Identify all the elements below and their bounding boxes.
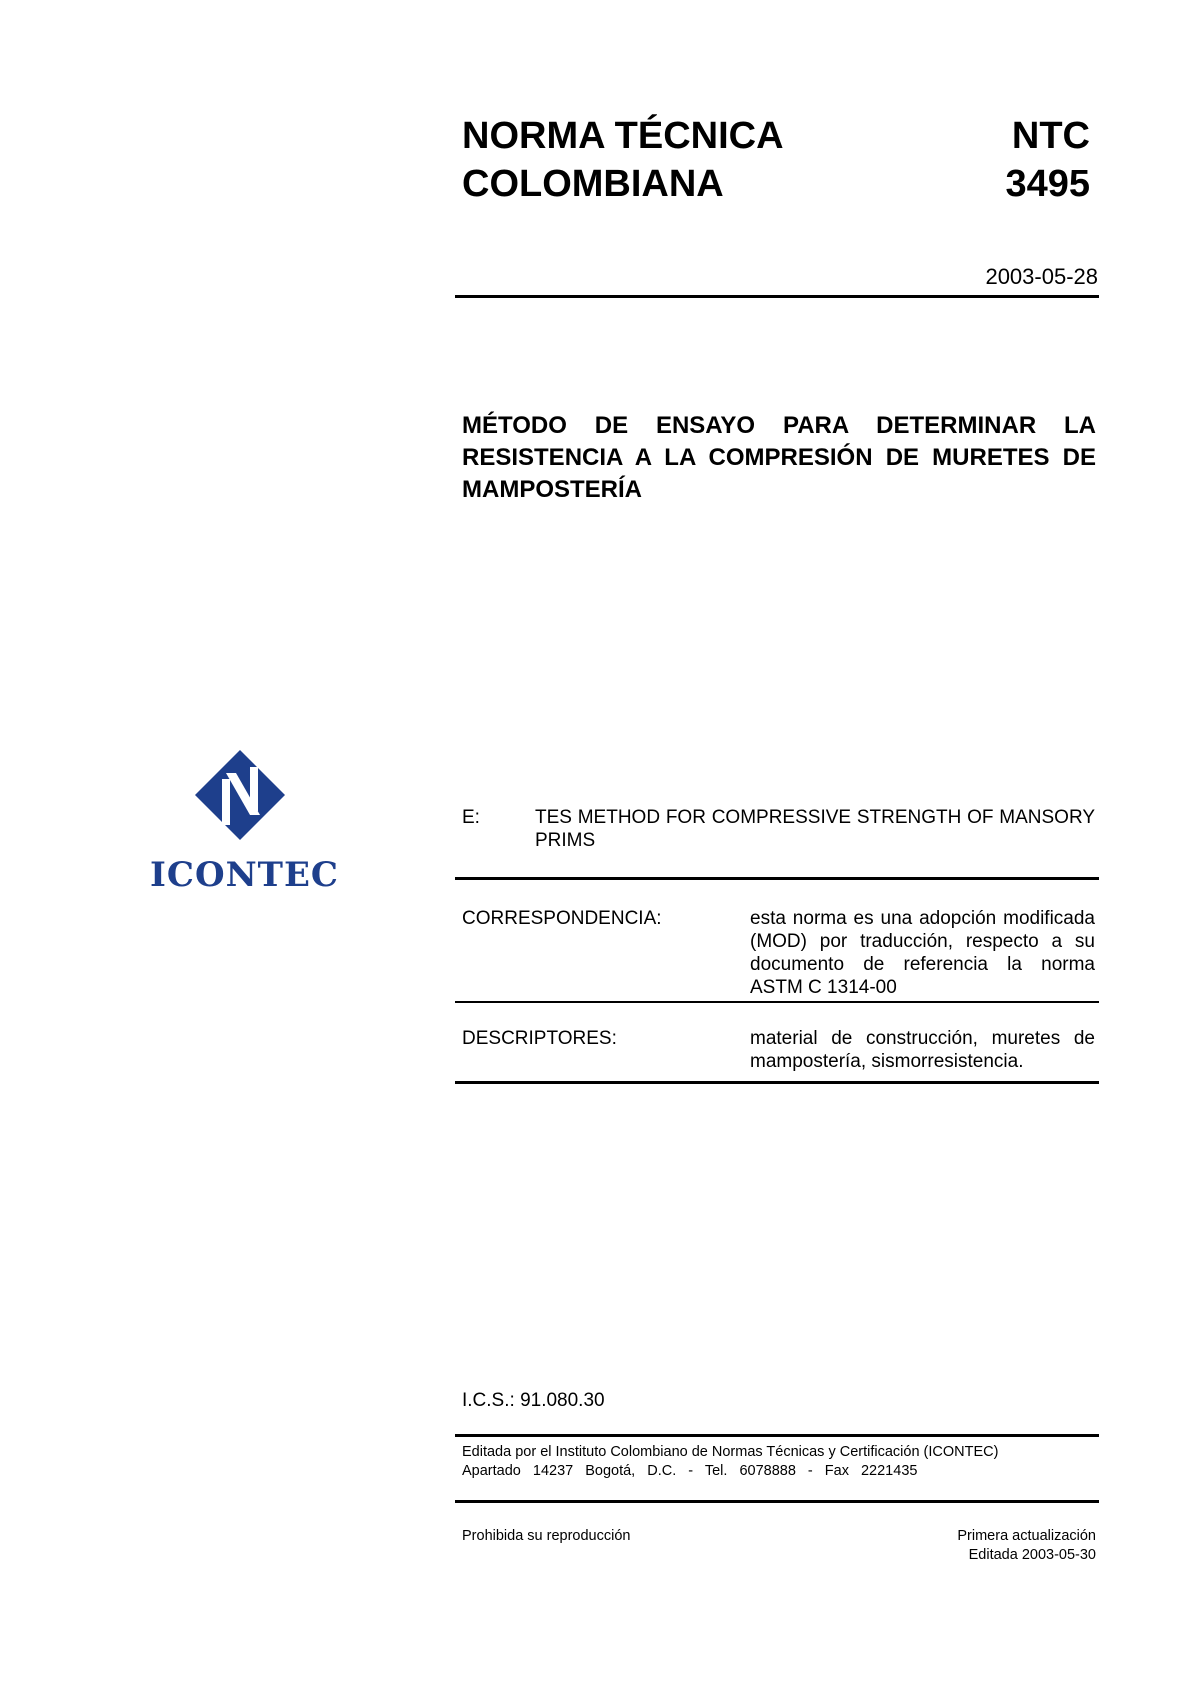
- correspondencia-label: CORRESPONDENCIA:: [462, 908, 662, 929]
- english-label: E:: [462, 807, 480, 828]
- divider: [455, 295, 1099, 298]
- divider: [455, 1001, 1099, 1003]
- standard-number: NTC 3495: [1005, 115, 1090, 205]
- divider: [455, 1500, 1099, 1503]
- divider: [455, 1434, 1099, 1437]
- standard-type: NORMA TÉCNICA COLOMBIANA: [462, 115, 784, 205]
- logo-wordmark: ICONTEC: [150, 855, 339, 895]
- document-title: MÉTODO DE ENSAYO PARA DETERMINAR LA RESISTENCIA A LA COMPRESIÓN DE MURETES DE MAMPOSTERÍA: [462, 412, 1096, 503]
- edition-info: Primera actualización Editada 2003-05-30: [957, 1528, 1096, 1563]
- ics-code: I.C.S.: 91.080.30: [462, 1390, 605, 1411]
- english-title: TES METHOD FOR COMPRESSIVE STRENGTH OF MANSORY PRIMS: [535, 807, 1095, 851]
- descriptores-label: DESCRIPTORES:: [462, 1028, 617, 1049]
- descriptores-text: material de construcción, muretes de mampostería, sismorresistencia.: [750, 1028, 1095, 1072]
- divider: [455, 1081, 1099, 1084]
- divider: [455, 877, 1099, 880]
- correspondencia-text: esta norma es una adopción modificada (MOD) por traducción, respecto a su documento de referencia la norma ASTM C 1314-00: [750, 908, 1095, 998]
- publisher-info: Editada por el Instituto Colombiano de Normas Técnicas y Certificación (ICONTEC) Apartado 14237 Bogotá, D.C. - Tel. 6078888 - Fax 2221435: [462, 1444, 999, 1479]
- publication-date: 2003-05-28: [985, 264, 1098, 289]
- document-header: [458, 112, 1098, 217]
- reproduction-notice: Prohibida su reproducción: [462, 1528, 631, 1544]
